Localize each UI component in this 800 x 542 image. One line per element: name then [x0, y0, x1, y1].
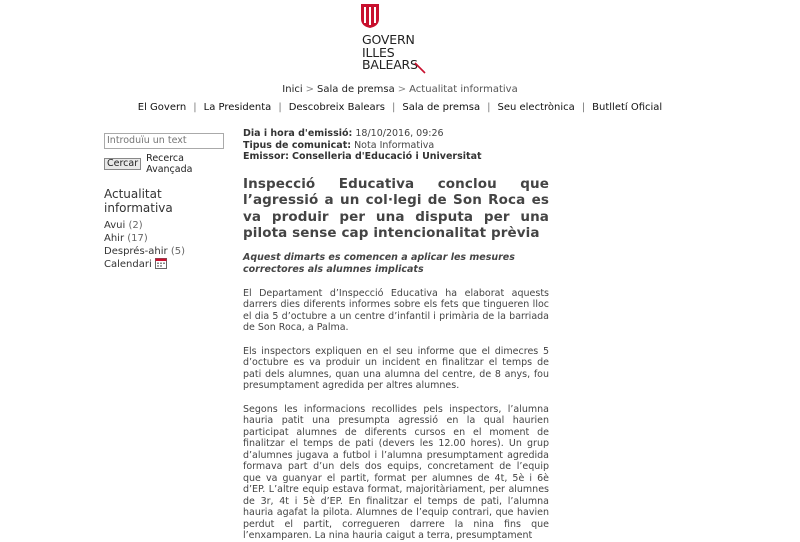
nav-item-seu-electronica[interactable]: Seu electrònica	[497, 102, 575, 113]
breadcrumb-separator: >	[397, 84, 407, 95]
filter-yesterday-count: (17)	[127, 232, 148, 244]
search-input[interactable]	[104, 133, 224, 149]
article-paragraph: El Departament d’Inspecció Educativa ha elaborat aquests darrers dies diferents informes sobre els fets que tingueren lloc el dia 5 d’octubre a un centre d’infantil i primària de la barriada de Son Roca, a Palma.	[243, 287, 549, 333]
date-label: Dia i hora d'emissió:	[243, 128, 353, 139]
filter-day-before-count: (5)	[170, 245, 185, 257]
breadcrumb-current: Actualitat informativa	[409, 84, 518, 95]
nav-divider: |	[581, 102, 586, 113]
nav-item-presidenta[interactable]: La Presidenta	[203, 102, 272, 113]
breadcrumb-separator: >	[305, 84, 315, 95]
article-paragraph: Els inspectors expliquen en el seu informe que el dimecres 5 d’octubre es va produir un incident en finalitzar el temps de pati dels alumnes, quan una alumna del centre, de 8 anys, fou presumptament agredida per altres alumnes.	[243, 345, 549, 391]
list-item[interactable]	[104, 219, 226, 232]
list-item[interactable]	[104, 245, 226, 258]
nav-item-butlleti-oficial[interactable]: Butlletí Oficial	[592, 102, 663, 113]
calendar-label[interactable]: Calendari	[104, 258, 152, 270]
nav-item-govern[interactable]: El Govern	[137, 102, 187, 113]
search-row	[104, 153, 226, 175]
filter-day-before-label[interactable]: Després-ahir	[104, 245, 168, 257]
article-meta	[243, 128, 549, 163]
type-value: Nota Informativa	[354, 139, 435, 151]
coat-of-arms-icon	[361, 4, 379, 28]
date-value: 18/10/2016, 09:26	[355, 128, 444, 139]
issuer-label: Emissor:	[243, 151, 289, 162]
list-item[interactable]	[104, 258, 226, 271]
news-filter-list	[104, 219, 226, 271]
article	[243, 128, 549, 542]
nav-divider: |	[193, 102, 197, 113]
article-paragraph: Segons les informacions recollides pels inspectors, l’alumna hauria patit una presumpta agressió en la qual haurien participat alumnes de diferents cursos en el moment de finalitzar el temps de pati (devers les 12.00 hores). Un grup d’alumnes jugava a futbol i l’alumna presumptament agredida formava part d’un dels dos equips, concretament de l’equip que va guanyar el partit, format per alumnes de 4t, 5è i 6è d’EP. L’altre equip estava format, majoritàriament, per alumnes de 3r, 4t i 5è d’EP. En finalitzar el temps de pati, l’alumna hauria agafat la pilota. Alumnes de l’equip contrari, que havien perdut el partit, corregueren darrere la nina fins que l’enxamparen. La nina hauria caigut a terra, presumptament	[243, 403, 549, 541]
issuer-value: Conselleria d'Educació i Universitat	[292, 151, 482, 162]
nav-divider: |	[487, 102, 491, 113]
nav-item-sala-de-premsa[interactable]: Sala de premsa	[402, 102, 481, 113]
logo-line-1: GOVERN	[362, 32, 415, 47]
breadcrumb-home[interactable]: Inici	[282, 84, 303, 95]
filter-today-count: (2)	[128, 219, 143, 231]
logo-line-2: ILLES	[362, 44, 395, 60]
logo-line-3: BALEARS	[362, 57, 418, 72]
main-nav	[0, 102, 800, 113]
article-title: Inspecció Educativa conclou que l’agressió a un col·legi de Son Roca es va produir per una disputa per una pilota sense cap intencionalitat prèvia	[243, 175, 549, 241]
filter-today-label[interactable]: Avui	[104, 219, 126, 231]
nav-divider: |	[278, 102, 282, 113]
sidebar-title: Actualitat informativa	[104, 186, 173, 215]
advanced-search-link[interactable]: Recerca Avançada	[146, 152, 193, 175]
nav-divider: |	[392, 102, 396, 113]
sidebar	[104, 128, 226, 271]
search-button[interactable]: Cercar	[104, 158, 141, 170]
filter-yesterday-label[interactable]: Ahir	[104, 232, 125, 244]
type-label: Tipus de comunicat:	[243, 139, 352, 151]
logo-slash-icon	[414, 62, 426, 74]
article-subtitle: Aquest dimarts es comencen a aplicar les mesures correctores als alumnes implicats	[243, 251, 515, 275]
breadcrumb	[0, 84, 800, 95]
breadcrumb-press-room[interactable]: Sala de premsa	[317, 84, 395, 95]
calendar-icon[interactable]	[155, 258, 167, 269]
list-item[interactable]	[104, 232, 226, 245]
nav-item-descobreix-balears[interactable]: Descobreix Balears	[288, 102, 386, 113]
